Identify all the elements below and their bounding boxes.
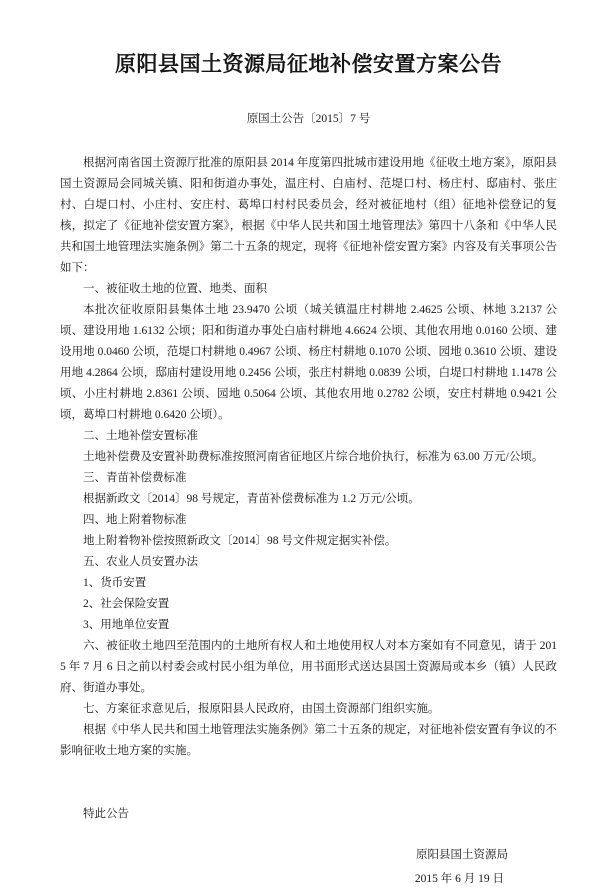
- section-6-paragraph: 六、被征收土地四至范围内的土地所有权人和土地使用权人对本方案如有不同意见，请于 2015 年 7 月 6 日之前以村委会或村民小组为单位，用书面形式送达县国土资源局或本乡（镇）人民政府、街道办事处。: [60, 640, 557, 694]
- section-5-item-3: 3、用地单位安置: [83, 619, 170, 631]
- closing-statement: 特此公告: [83, 808, 129, 820]
- issue-date: 2015 年 6 月 19 日: [414, 873, 504, 885]
- section-5-heading: 五、农业人员安置办法: [83, 556, 198, 568]
- section-5-item-2: 2、社会保险安置: [83, 598, 170, 610]
- section-5-item-1: 1、货币安置: [83, 577, 147, 589]
- section-3-paragraph: 根据新政文〔2014〕98 号规定，青苗补偿费标准为 1.2 万元/公顷。: [83, 493, 420, 505]
- document-body: [60, 153, 557, 825]
- signature-block: [60, 843, 557, 891]
- section-7-paragraph: 七、方案征求意见后，报原阳县人民政府，由国土资源部门组织实施。: [83, 703, 440, 715]
- section-1-heading: 一、被征收土地的位置、地类、面积: [83, 283, 267, 295]
- section-3-heading: 三、青苗补偿费标准: [83, 472, 187, 484]
- section-4-heading: 四、地上附着物标准: [83, 514, 187, 526]
- section-2-paragraph: 土地补偿费及安置补助费标准按照河南省征地区片综合地价执行，标准为 63.00 万元/公顷。: [83, 451, 544, 463]
- dispute-note-paragraph: 根据《中华人民共和国土地管理法实施条例》第二十五条的规定，对征地补偿安置有争议的不影响征收土地方案的实施。: [60, 724, 557, 757]
- section-4-paragraph: 地上附着物补偿按照新政文〔2014〕98 号文件规定据实补偿。: [83, 535, 397, 547]
- intro-paragraph: 根据河南省国土资源厅批准的原阳县 2014 年度第四批城市建设用地《征收土地方案》，原阳县国土资源局会同城关镇、阳和街道办事处，温庄村、白庙村、范堤口村、杨庄村、邸庙村、张庄村、白堤口村、小庄村、安庄村、葛埠口村村民委员会，经对被征地村（组）征地补偿登记的复核，拟定了《征地补偿安置方案》，根据《中华人民共和国土地管理法》第四十八条和《中华人民共和国土地管理法实施条例》第二十五条的规定，现将《征地补偿安置方案》内容及有关事项公告如下：: [60, 157, 557, 274]
- section-1-paragraph: 本批次征收原阳县集体土地 23.9470 公顷（城关镇温庄村耕地 2.4625 公顷、林地 3.2137 公顷、建设用地 1.6132 公顷；阳和街道办事处白庙村耕地 4.6624 公顷、其他农用地 0.0160 公顷、建设用地 0.0460 公顷，范堤口村耕地 0.4967 公顷、杨庄村耕地 0.1070 公顷、园地 0.3610 公顷、建设用地 4.2864 公顷，邸庙村建设用地 0.2456 公顷，张庄村耕地 0.0839 公顷，白堤口村耕地 1.1478 公顷、小庄村耕地 2.8361 公顷、园地 0.5064 公顷、其他农用地 0.2782 公顷，安庄村耕地 0.9421 公顷，葛埠口村耕地 0.6420 公顷）。: [60, 304, 557, 421]
- section-2-heading: 二、土地补偿安置标准: [83, 430, 198, 442]
- document-title: 原阳县国土资源局征地补偿安置方案公告: [115, 52, 502, 76]
- document-number: 原国土公告〔2015〕7 号: [246, 113, 371, 125]
- issuer-name: 原阳县国土资源局: [416, 849, 508, 861]
